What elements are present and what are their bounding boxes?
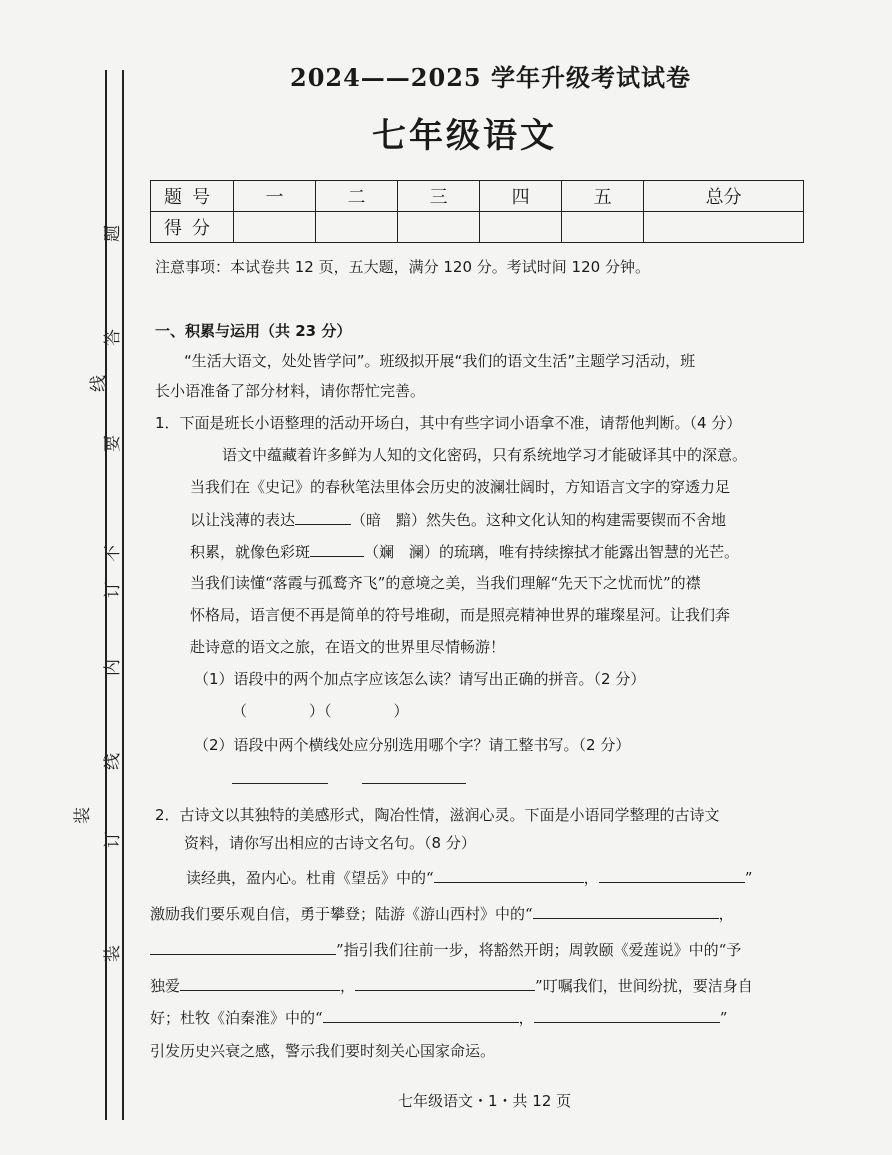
question-2-stem: 2．古诗文以其独特的美感形式，陶冶性情，滋润心灵。下面是小语同学整理的古诗文 — [155, 806, 720, 824]
question-1-sub-2: （2）语段中两个横线处应分别选用哪个字？请工整书写。（2 分） — [194, 736, 631, 754]
margin-char: 内 — [103, 659, 123, 676]
column-header: 三 — [398, 181, 480, 212]
poetry-blank[interactable] — [599, 866, 745, 883]
passage-line: 当我们读懂“落霞与孤鹜齐飞”的意境之美，当我们理解“先天下之忧而忧”的襟 — [190, 574, 701, 592]
column-header: 二 — [316, 181, 398, 212]
column-header: 五 — [562, 181, 644, 212]
paren-right: ） — [393, 702, 409, 720]
poetry-text: ， — [518, 1009, 534, 1027]
poetry-text: ， — [718, 905, 734, 923]
poetry-blank[interactable] — [355, 974, 535, 991]
poetry-text: ”指引我们往前一步，将豁然开朗；周敦颐《爱莲说》中的“予 — [336, 941, 742, 959]
margin-char: 订 — [103, 581, 123, 598]
passage-line: 当我们在《史记》的春秋笔法里体会历史的波澜壮阔时，方知语言文字的穿透力足 — [190, 478, 731, 496]
poetry-text: ”叮嘱我们，世间纷扰，要洁身自 — [535, 977, 753, 995]
score-cell[interactable] — [398, 212, 480, 243]
question-1-stem: 1．下面是班长小语整理的活动开场白，其中有些字词小语拿不准，请帮他判断。（4 分） — [155, 414, 742, 432]
blank-answer-1[interactable] — [295, 508, 351, 525]
score-table — [150, 180, 804, 243]
pinyin-answer-parens[interactable] — [232, 700, 409, 722]
answer-line[interactable] — [362, 783, 466, 784]
paren-left: （ — [232, 702, 248, 720]
section-heading: 一、积累与运用（共 23 分） — [155, 322, 352, 340]
question-1-sub-1: （1）语段中的两个加点字应该怎么读？请写出正确的拼音。（2 分） — [194, 670, 646, 688]
poetry-blank[interactable] — [180, 974, 340, 991]
poetry-line — [150, 938, 741, 961]
margin-char: 要 — [103, 435, 123, 452]
blank-answer-2[interactable] — [310, 540, 364, 557]
margin-char: 装 — [73, 807, 93, 824]
score-cell[interactable] — [316, 212, 398, 243]
poetry-line: 引发历史兴衰之感，警示我们要时刻关心国家命运。 — [150, 1042, 496, 1060]
passage-text: （斓 澜）的琉璃，唯有持续擦拭才能露出智慧的光芒。 — [364, 543, 740, 561]
margin-char: 答 — [103, 329, 123, 346]
subject-title: 七年级语文 — [372, 116, 557, 156]
passage-line — [190, 540, 739, 563]
score-label: 得分 — [151, 212, 234, 243]
poetry-blank[interactable] — [150, 938, 336, 955]
poetry-blank[interactable] — [434, 866, 584, 883]
margin-char: 装 — [103, 945, 123, 962]
margin-char: 线 — [103, 753, 123, 770]
paren-mid: ）（ — [309, 702, 332, 720]
score-table-score-row — [151, 212, 804, 243]
question-2-stem: 资料，请你写出相应的古诗文名句。（8 分） — [184, 834, 476, 852]
poetry-line — [150, 1006, 727, 1029]
poetry-text: ， — [583, 869, 599, 887]
exam-title: 2024——2025 学年升级考试试卷 — [290, 63, 691, 92]
poetry-text: ， — [340, 977, 356, 995]
poetry-text: ” — [744, 869, 753, 887]
poetry-text: 独爱 — [150, 977, 181, 995]
score-cell[interactable] — [480, 212, 562, 243]
poetry-blank[interactable] — [534, 1006, 720, 1023]
poetry-line — [186, 866, 752, 889]
poetry-text: 好；杜牧《泊秦淮》中的“ — [150, 1009, 323, 1027]
margin-char: 不 — [103, 545, 123, 562]
poetry-line — [150, 974, 753, 997]
poetry-text: 读经典，盈内心。杜甫《望岳》中的“ — [186, 869, 434, 887]
passage-line: 怀格局，语言便不再是简单的符号堆砌，而是照亮精神世界的璀璨星河。让我们奔 — [190, 606, 731, 624]
margin-char: 线 — [89, 375, 109, 392]
answer-line[interactable] — [232, 783, 328, 784]
column-header: 总分 — [644, 181, 804, 212]
passage-line: 语文中蕴藏着许多鲜为人知的文化密码，只有系统地学习才能破译其中的深意。 — [222, 446, 748, 464]
question-number-label: 题号 — [151, 181, 234, 212]
passage-text: 以让浅薄的表达 — [190, 511, 296, 529]
passage-text: （暗 黯）然失色。这种文化认知的构建需要锲而不舍地 — [351, 511, 727, 529]
section-intro: “生活大语文，处处皆学问”。班级拟开展“我们的语文生活”主题学习活动，班 — [184, 352, 696, 370]
column-header: 四 — [480, 181, 562, 212]
poetry-line — [150, 902, 734, 925]
page-footer: 七年级语文・1・共 12 页 — [398, 1092, 572, 1110]
passage-line: 赴诗意的语文之旅，在语文的世界里尽情畅游！ — [190, 638, 506, 656]
score-cell[interactable] — [234, 212, 316, 243]
passage-line — [190, 508, 726, 531]
exam-notice: 注意事项：本试卷共 12 页，五大题，满分 120 分。考试时间 120 分钟。 — [155, 258, 650, 276]
poetry-blank[interactable] — [533, 902, 719, 919]
margin-char: 订 — [103, 831, 123, 848]
passage-text: 积累，就像色彩斑 — [190, 543, 311, 561]
margin-char: 题 — [103, 225, 123, 242]
poetry-text: ” — [719, 1009, 728, 1027]
section-intro: 长小语准备了部分材料，请你帮忙完善。 — [155, 382, 426, 400]
poetry-text: 激励我们要乐观自信，勇于攀登；陆游《游山西村》中的“ — [150, 905, 533, 923]
poetry-blank[interactable] — [323, 1006, 519, 1023]
score-cell[interactable] — [562, 212, 644, 243]
score-table-header-row — [151, 181, 804, 212]
score-cell[interactable] — [644, 212, 804, 243]
column-header: 一 — [234, 181, 316, 212]
